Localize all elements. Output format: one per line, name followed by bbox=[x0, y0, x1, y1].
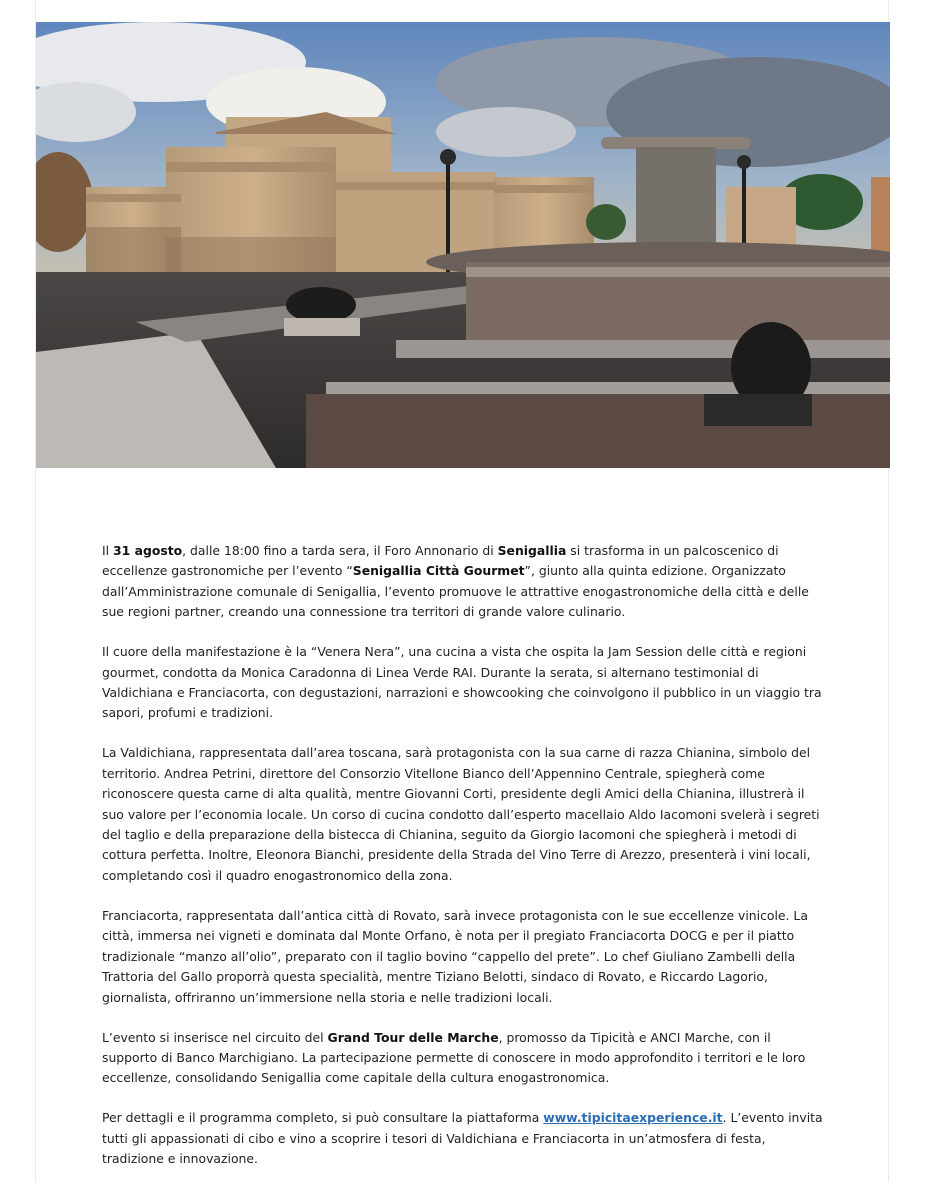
text-span: . L’evento invita tutti gli appassionati di cibo e vino a scoprire i tesori di Valdichiana e Franciacorta in un’atmosfera di festa, tradizione e innovazione. bbox=[102, 1110, 823, 1167]
city-name: Senigallia bbox=[497, 543, 567, 558]
text-span: , dalle 18:00 fino a tarda sera, il Foro Annonario di bbox=[182, 543, 498, 558]
paragraph-intro bbox=[102, 541, 826, 623]
text-span: Il bbox=[102, 543, 114, 558]
paragraph-franciacorta: Franciacorta, rappresentata dall’antica città di Rovato, sarà invece protagonista con le sue eccellenze vinicole. La città, immersa nei vigneti e dominata dal Monte Orfano, è nota per il pregiato Franciacorta DOCG e per il piatto tradizionale “manzo all’olio”, preparato con il taglio bovino “cappello del prete”. Lo chef Giuliano Zambelli della Trattoria del Gallo proporrà questa specialità, mentre Tiziano Belotti, sindaco di Rovato, e Riccardo Lagorio, giornalista, offriranno un’immersione nella storia e nelle tradizioni locali. bbox=[102, 907, 808, 1005]
paragraph-venera-nera: Il cuore della manifestazione è la “Venera Nera”, una cucina a vista che ospita la Jam Session delle città e regioni gourmet, condotta da Monica Caradonna di Linea Verde RAI. Durante la serata, si alternano testimonial di Valdichiana e Franciacorta, con degustazioni, narrazioni e showcooking che coinvolgono il pubblico in un viaggio tra sapori, profumi e tradizioni. bbox=[102, 644, 822, 721]
paragraph-grand-tour bbox=[102, 1028, 826, 1089]
text-span: , promosso da Tipicità e ANCI Marche, con il supporto di Banco Marchigiano. La partecipazione permette di conoscere in modo approfondito i territori e le loro eccellenze, consolidando Senigallia come capitale della cultura enogastronomica. bbox=[102, 1029, 806, 1086]
paragraph-details bbox=[102, 1108, 826, 1169]
event-name: Senigallia Città Gourmet bbox=[352, 563, 525, 579]
text-span: L’evento si inserisce nel circuito del bbox=[102, 1029, 328, 1045]
article-body bbox=[102, 541, 826, 1189]
page-container bbox=[35, 0, 889, 1182]
text-span: si trasforma in un palcoscenico di eccellenze gastronomiche per l’evento “ bbox=[102, 543, 779, 579]
text-span: Per dettagli e il programma completo, si può consultare la piattaforma bbox=[102, 1110, 544, 1126]
paragraph-valdichiana: La Valdichiana, rappresentata dall’area toscana, sarà protagonista con la sua carne di razza Chianina, simbolo del territorio. Andrea Petrini, direttore del Consorzio Vitellone Bianco dell’Appennino Centrale, spiegherà come riconoscere questa carne di alta qualità, mentre Giovanni Corti, presidente degli Amici della Chianina, illustrerà il suo valore per l’economia locale. Un corso di cucina condotto dall’esperto macellaio Aldo Iacomoni svelerà i segreti del taglio e della preparazione della bistecca di Chianina, seguito da Giorgio Iacomoni che spiegherà i metodi di cottura perfetta. Inoltre, Eleonora Bianchi, presidente della Strada del Vino Terre di Arezzo, presenterà i vini locali, completando così il quadro enogastronomico della zona. bbox=[102, 745, 820, 883]
hero-image bbox=[36, 22, 890, 468]
event-date: 31 agosto bbox=[113, 543, 183, 558]
grand-tour-name: Grand Tour delle Marche bbox=[327, 1029, 499, 1045]
text-span: ”, giunto alla quinta edizione. Organizzato dall’Amministrazione comunale di Senigallia, l’evento promuove le attrattive enogastronomiche della città e delle sue regioni partner, creando una connessione tra territori di grande valore culinario. bbox=[102, 563, 809, 620]
tipicita-link[interactable]: www.tipicitaexperience.it bbox=[543, 1110, 723, 1126]
